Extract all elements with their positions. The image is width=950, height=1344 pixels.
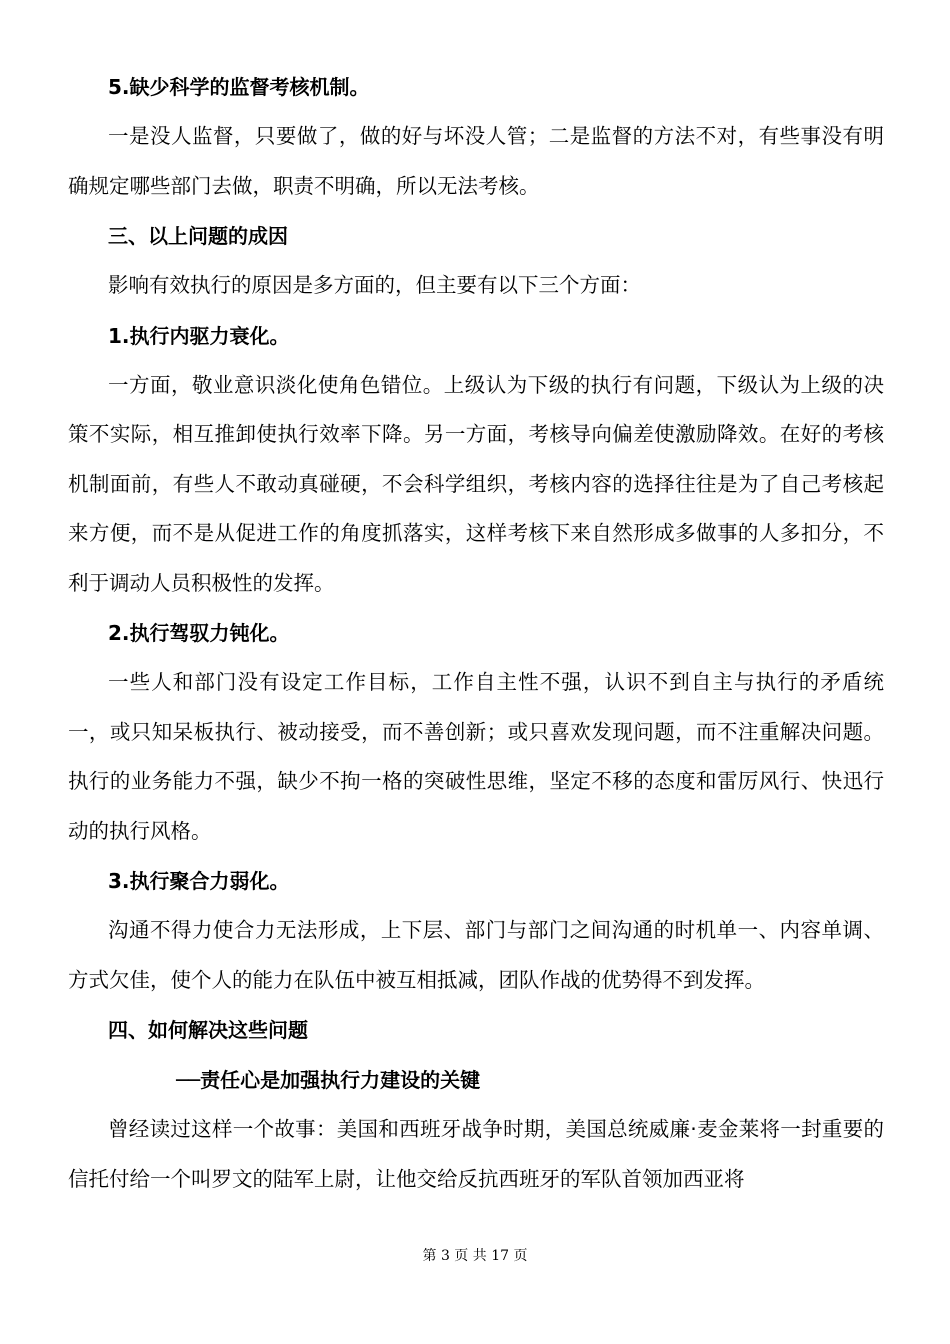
subtitle-responsibility: ──责任心是加强执行力建设的关键 xyxy=(176,1068,481,1092)
heading-section-3: 三、以上问题的成因 xyxy=(108,224,288,248)
page-footer xyxy=(0,1246,950,1266)
heading-3-cohesion: 3.执行聚合力弱化。 xyxy=(108,869,290,893)
para-control: 一些人和部门没有设定工作目标，工作自主性不强，认识不到自主与执行的矛盾统一，或只知呆板执行、被动接受，而不善创新；或只喜欢发现问题，而不注重解决问题。执行的业务能力不强，缺少不拘一格的突破性思维，坚定不移的态度和雷厉风行、快迅行动的执行风格。 xyxy=(68,670,884,843)
heading-section-4: 四、如何解决这些问题 xyxy=(108,1018,308,1042)
para-cohesion: 沟通不得力使合力无法形成，上下层、部门与部门之间沟通的时机单一、内容单调、方式欠佳，使个人的能力在队伍中被互相抵减，团队作战的优势得不到发挥。 xyxy=(68,918,884,992)
para-story: 曾经读过这样一个故事：美国和西班牙战争时期，美国总统威廉·麦金莱将一封重要的信托付给一个叫罗文的陆军上尉，让他交给反抗西班牙的军队首领加西亚将 xyxy=(68,1117,884,1191)
page-number-label: 第 3 页 共 17 页 xyxy=(422,1248,528,1264)
para-drive: 一方面，敬业意识淡化使角色错位。上级认为下级的执行有问题，下级认为上级的决策不实际，相互推卸使执行效率下降。另一方面，考核导向偏差使激励降效。在好的考核机制面前，有些人不敢动真碰硬，不会科学组织，考核内容的选择往往是为了自己考核起来方便，而不是从促进工作的角度抓落实，这样考核下来自然形成多做事的人多扣分，不利于调动人员积极性的发挥。 xyxy=(68,372,884,595)
heading-5-supervision: 5.缺少科学的监督考核机制。 xyxy=(108,75,370,99)
document-body xyxy=(68,62,884,1204)
heading-1-drive: 1.执行内驱力衰化。 xyxy=(108,323,290,348)
heading-2-control: 2.执行驾驭力钝化。 xyxy=(108,621,290,645)
para-supervision: 一是没人监督，只要做了，做的好与坏没人管；二是监督的方法不对，有些事没有明确规定哪些部门去做，职责不明确，所以无法考核。 xyxy=(68,124,884,198)
para-causes-intro: 影响有效执行的原因是多方面的，但主要有以下三个方面： xyxy=(108,273,641,297)
